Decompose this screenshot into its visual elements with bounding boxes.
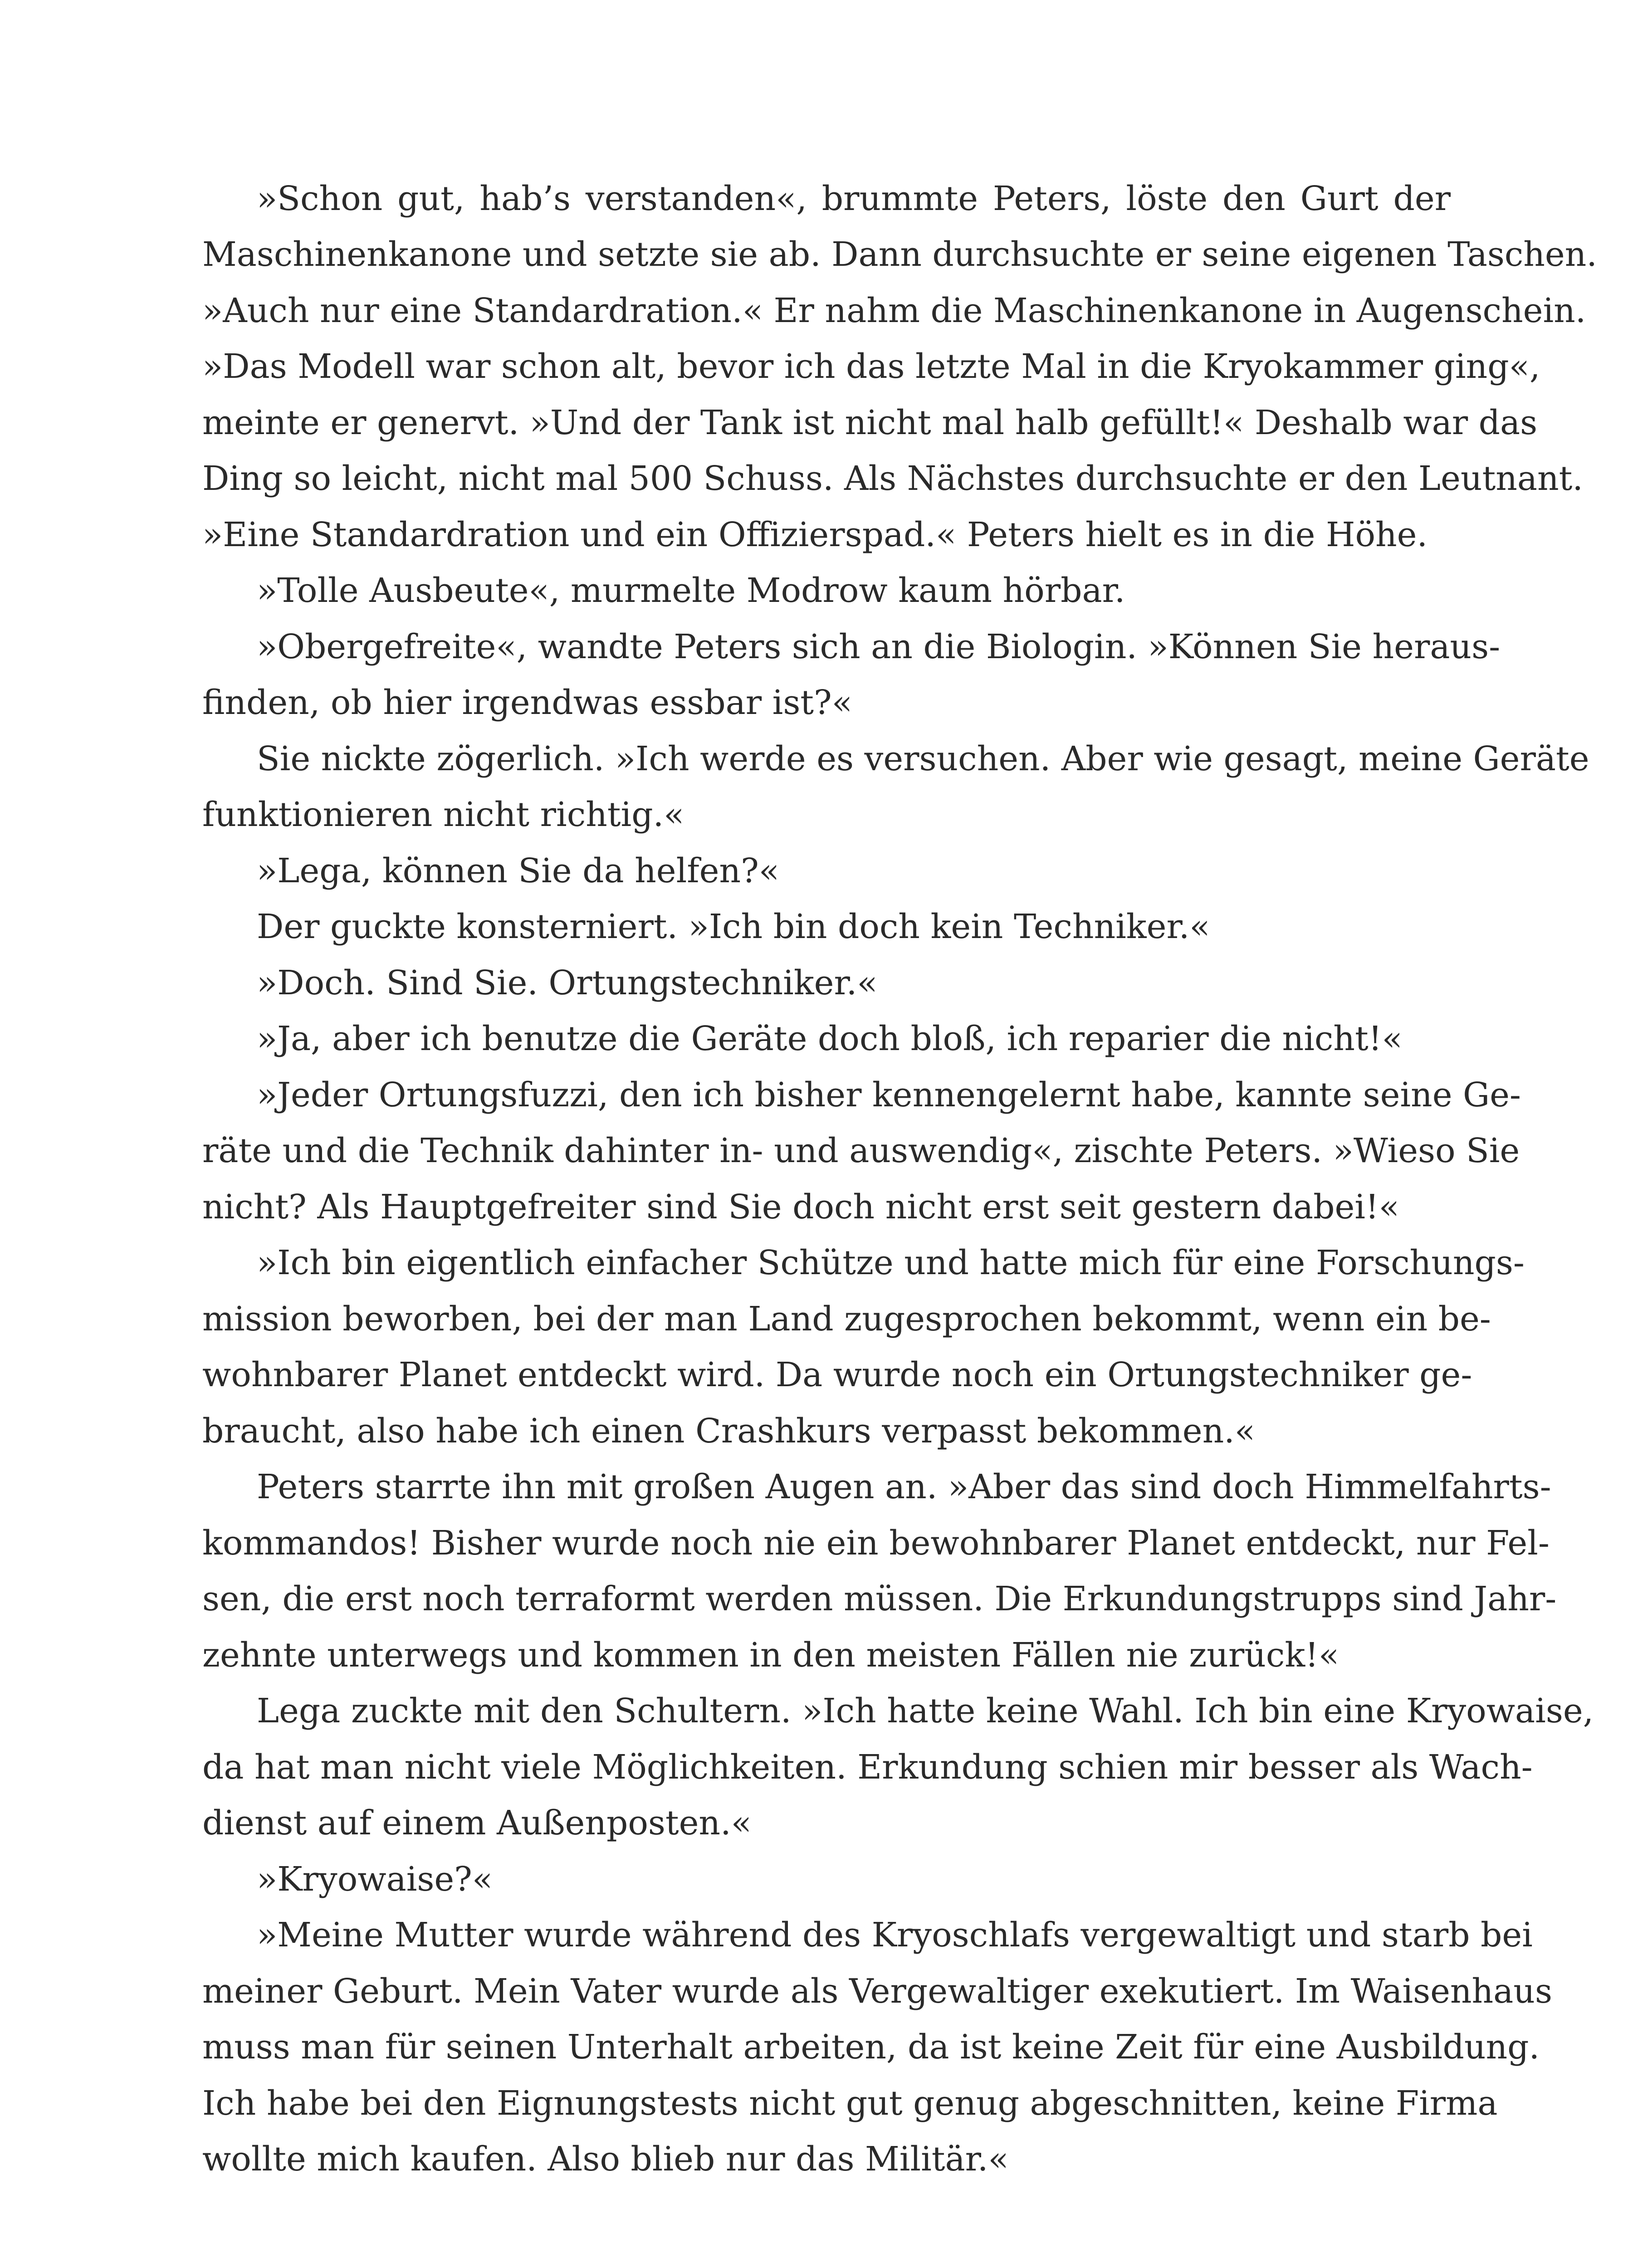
- text-line: »Das Modell war schon alt, bevor ich das letzte Mal in die Kryokammer ging«,: [202, 347, 1540, 386]
- text-line: zehnte unterwegs und kommen in den meisten Fällen nie zurück!«: [202, 1636, 1340, 1675]
- text-line: »Eine Standardration und ein Offizierspad.« Peters hielt es in die Höhe.: [202, 515, 1428, 554]
- page-number: [0, 2266, 1633, 2268]
- text-line: Maschinenkanone und setzte sie ab. Dann durchsuchte er seine eigenen Taschen.: [202, 235, 1597, 274]
- text-line: »Schon gut, hab’s verstanden«, brummte Peters, löste den Gurt der: [257, 179, 1451, 218]
- text-line: meinte er genervt. »Und der Tank ist nicht mal halb gefüllt!« Deshalb war das: [202, 403, 1538, 442]
- text-line: Sie nickte zögerlich. »Ich werde es versuchen. Aber wie gesagt, meine Geräte: [257, 739, 1589, 778]
- text-line: mission beworben, bei der man Land zugesprochen bekommt, wenn ein be-: [202, 1300, 1491, 1339]
- text-line: wohnbarer Planet entdeckt wird. Da wurde noch ein Ortungstechniker ge-: [202, 1355, 1472, 1394]
- text-line: »Ich bin eigentlich einfacher Schütze und hatte mich für eine Forschungs-: [257, 1243, 1525, 1282]
- text-line: »Jeder Ortungsfuzzi, den ich bisher kennengelernt habe, kannte seine Ge-: [257, 1075, 1521, 1114]
- text-line: nicht? Als Hauptgefreiter sind Sie doch nicht erst seit gestern dabei!«: [202, 1188, 1399, 1227]
- text-line: »Kryowaise?«: [257, 1860, 493, 1899]
- text-line: räte und die Technik dahinter in- und auswendig«, zischte Peters. »Wieso Sie: [202, 1131, 1520, 1170]
- text-line: muss man für seinen Unterhalt arbeiten, da ist keine Zeit für eine Ausbildung.: [202, 2028, 1540, 2067]
- text-line: kommandos! Bisher wurde noch nie ein bewohnbarer Planet entdeckt, nur Fel-: [202, 1524, 1550, 1563]
- text-line: Der guckte konsterniert. »Ich bin doch kein Techniker.«: [257, 907, 1210, 946]
- text-line: »Ja, aber ich benutze die Geräte doch bloß, ich reparier die nicht!«: [257, 1019, 1403, 1058]
- text-line: dienst auf einem Außenposten.«: [202, 1804, 752, 1843]
- text-line: »Obergefreite«, wandte Peters sich an die Biologin. »Können Sie heraus-: [257, 627, 1501, 666]
- text-line: »Auch nur eine Standardration.« Er nahm die Maschinenkanone in Augenschein.: [202, 291, 1586, 330]
- text-line: »Tolle Ausbeute«, murmelte Modrow kaum hörbar.: [257, 571, 1125, 610]
- text-line: funktionieren nicht richtig.«: [202, 795, 684, 834]
- text-line: da hat man nicht viele Möglichkeiten. Erkundung schien mir besser als Wach-: [202, 1748, 1533, 1787]
- text-line: sen, die erst noch terraformt werden müssen. Die Erkundungstrupps sind Jahr-: [202, 1579, 1557, 1618]
- text-line: »Meine Mutter wurde während des Kryoschlafs vergewaltigt und starb bei: [257, 1916, 1533, 1955]
- text-line: Ding so leicht, nicht mal 500 Schuss. Als Nächstes durchsuchte er den Leutnant.: [202, 459, 1583, 498]
- text-line: finden, ob hier irgendwas essbar ist?«: [202, 683, 852, 722]
- text-line: Ich habe bei den Eignungstests nicht gut genug abgeschnitten, keine Firma: [202, 2084, 1498, 2123]
- text-line: »Lega, können Sie da helfen?«: [257, 851, 780, 890]
- text-line: braucht, also habe ich einen Crashkurs verpasst bekommen.«: [202, 1412, 1256, 1451]
- text-line: wollte mich kaufen. Also blieb nur das Militär.«: [202, 2140, 1009, 2179]
- text-line: Peters starrte ihn mit großen Augen an. »Aber das sind doch Himmelfahrts-: [257, 1467, 1551, 1506]
- text-line: »Doch. Sind Sie. Ortungstechniker.«: [257, 963, 878, 1002]
- text-line: meiner Geburt. Mein Vater wurde als Vergewaltiger exekutiert. Im Waisenhaus: [202, 1972, 1552, 2011]
- text-line: Lega zuckte mit den Schultern. »Ich hatte keine Wahl. Ich bin eine Kryowaise,: [257, 1691, 1594, 1730]
